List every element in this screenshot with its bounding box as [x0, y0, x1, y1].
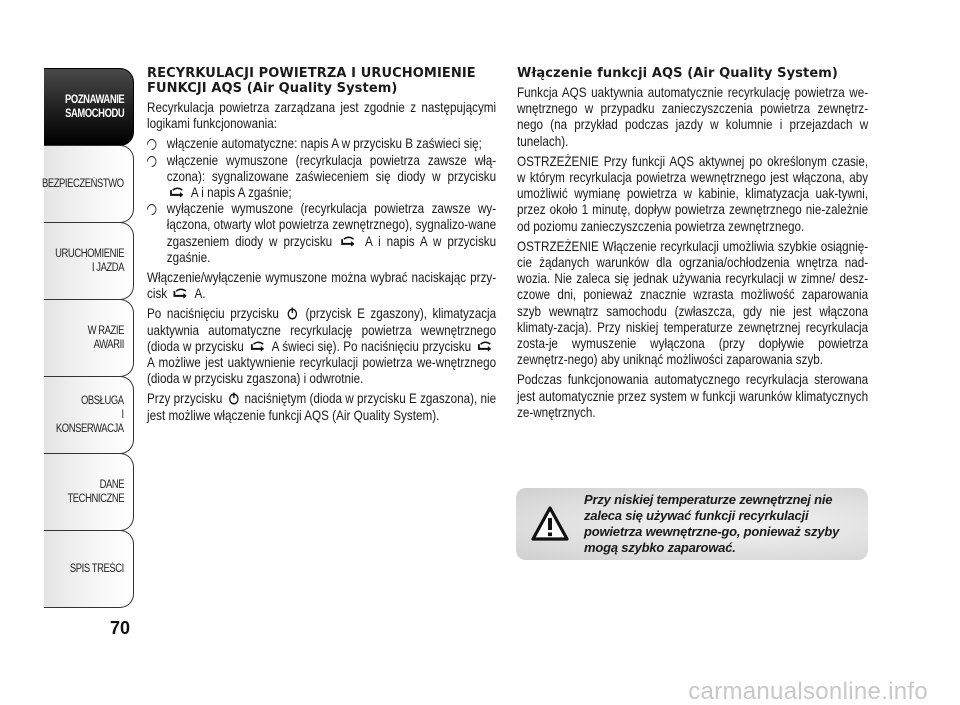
tab-label: URUCHOMIENIE I JAZDA	[55, 248, 124, 274]
paragraph: OSTRZEŻENIE Przy funkcji AQS aktywnej po określonym czasie, w którym recyrkulacja powietrza wewnętrznego jest włączona, aby umożliwić wymianę powietrza w kabinie, klimatyzacja uak-tywni, przez około 1 minutę, dopływ powietrza zewnętrznego nie-zależnie od poziomu zanieczyszczenia powietrza zewnętrznego.	[517, 153, 869, 234]
recirculation-car-icon	[169, 187, 185, 198]
tab-dane-techniczne[interactable]	[44, 453, 134, 531]
last-paragraph	[147, 391, 496, 423]
bullet-ring-icon	[145, 202, 158, 218]
tab-label: SPIS TREŚCI	[69, 563, 124, 575]
bullet-ring-icon	[145, 153, 158, 169]
paragraph: Podczas funkcjonowania automatycznego recyrkulacja sterowana jest automatycznie przez system w funkcji warunków klimatycznych ze-wnętrznych.	[517, 372, 869, 420]
fan-off-icon	[228, 392, 238, 405]
section-heading: Włączenie funkcji AQS (Air Quality System)	[517, 66, 838, 81]
text: A świeci się). Po naciśnięciu przycisku	[271, 338, 472, 354]
tab-spis-tresci[interactable]	[44, 530, 134, 608]
bullet-list	[147, 136, 496, 266]
intro-paragraph: Recyrkulacja powietrza zarządzana jest zgodnie z następującymi logikami funkcjonowania:	[147, 100, 497, 132]
tab-bezpieczenstwo[interactable]	[44, 145, 134, 223]
text: A.	[194, 286, 206, 302]
bullet-text: A i napis A zgaśnie;	[190, 185, 292, 201]
tab-w-razie-awarii[interactable]	[44, 299, 134, 377]
recirculation-car-icon	[477, 341, 493, 352]
list-item	[147, 153, 496, 202]
text: A możliwe jest uaktywnienie recyrkulacji powietrza we-wnętrznego (dioda w przycisku zgaszona) i odwrotnie.	[147, 355, 497, 387]
bullet-ring-icon	[145, 137, 158, 153]
left-column	[147, 66, 497, 428]
section-heading	[147, 66, 497, 96]
recirculation-car-icon	[341, 236, 357, 247]
press-paragraph	[147, 306, 496, 387]
text: Włączenie/wyłączenie wymuszone można wybrać naciskając przy-cisk	[147, 270, 497, 302]
text: (przycisk E zgaszony), klimatyzacja uaktywnia automatyczne recyrkulację powietrza wewnętrznego (dioda w przycisku	[147, 306, 497, 354]
section-tabs	[44, 68, 134, 607]
tab-label: BEZPIECZEŃSTWO	[42, 178, 124, 190]
list-item	[147, 136, 496, 152]
bullet-text: A i napis A w przycisku zgaśnie.	[166, 233, 497, 265]
tab-label: W RAZIE AWARII	[87, 325, 124, 351]
tab-label: POZNAWANIE SAMOCHODU	[64, 94, 124, 120]
text: Przy przycisku	[147, 391, 223, 407]
heading-line-2: FUNKCJI AQS (Air Quality System)	[147, 81, 398, 96]
tab-poznawanie-samochodu[interactable]	[44, 68, 134, 146]
tab-label: OBSŁUGA I KONSERWACJA	[56, 395, 124, 435]
paragraph: OSTRZEŻENIE Włączenie recyrkulacji umożliwia szybkie osiągnię-cie żądanych warunków dla ogrzania/ochłodzenia wnętrza nad-wozia. Nie zaleca się jednak używania recyrkulacji w zimne/ desz-czowe dni, ponieważ znacznie wzrasta możliwość zaparowania szyb wewnątrz samochodu (zwłaszcza, gdy nie jest włączona klimaty-zacja). Przy niskiej temperaturze zewnętrznej recyrkulacja zosta-je wymuszenie wyłączona (przy dopływie powietrza zewnętrz-nego) aby uniknąć możliwości zaparowania szyb.	[517, 238, 869, 368]
recirculation-car-icon	[250, 341, 266, 352]
watermark: carmanualsonline.info	[688, 678, 928, 705]
warning-text: Przy niskiej temperaturze zewnętrznej nie zaleca się używać funkcji recyrkulacji powietrza wewnętrzne-go, ponieważ szyby mogą szybko zaparować.	[584, 492, 840, 555]
recirculation-car-icon	[173, 288, 189, 299]
paragraph: Funkcja AQS uaktywnia automatycznie recyrkulację powietrza we-wnętrznego w przypadku zanieczyszczenia powietrza zewnętrz-nego (na przykład podczas jazdy w kolumnie i przejazdach w tunelach).	[517, 85, 869, 149]
tab-uruchomienie-i-jazda[interactable]	[44, 222, 134, 300]
toggle-paragraph	[147, 270, 496, 302]
text: Po naciśnięciu przycisku	[147, 306, 279, 322]
bullet-text: włączenie wymuszone (recyrkulacja powietrza zawsze włą-czona): sygnalizowane zaświeceniem się diody w przycisku	[166, 152, 497, 184]
text: naciśniętym (dioda w przycisku E zgaszona), nie jest możliwe włączenie funkcji AQS (Air Quality System).	[147, 391, 497, 423]
right-column	[517, 66, 869, 425]
list-item	[147, 201, 496, 266]
warning-triangle-icon	[530, 504, 570, 544]
tab-obsluga-i-konserwacja[interactable]	[44, 376, 134, 454]
page-number: 70	[109, 618, 130, 638]
warning-box	[516, 488, 868, 560]
bullet-text: wyłączenie wymuszone (recyrkulacja powietrza zawsze wy-łączona, otwarty wlot powietrza zewnętrznego), sygnalizo-wane zgaszeniem diody w przycisku	[166, 201, 497, 249]
bullet-text: włączenie automatyczne: napis A w przycisku B zaświeci się;	[166, 136, 482, 152]
tab-label: DANE TECHNICZNE	[67, 479, 124, 505]
heading-line-1: RECYRKULACJI POWIETRZA I URUCHOMIENIE	[147, 66, 476, 81]
fan-off-icon	[287, 307, 297, 320]
